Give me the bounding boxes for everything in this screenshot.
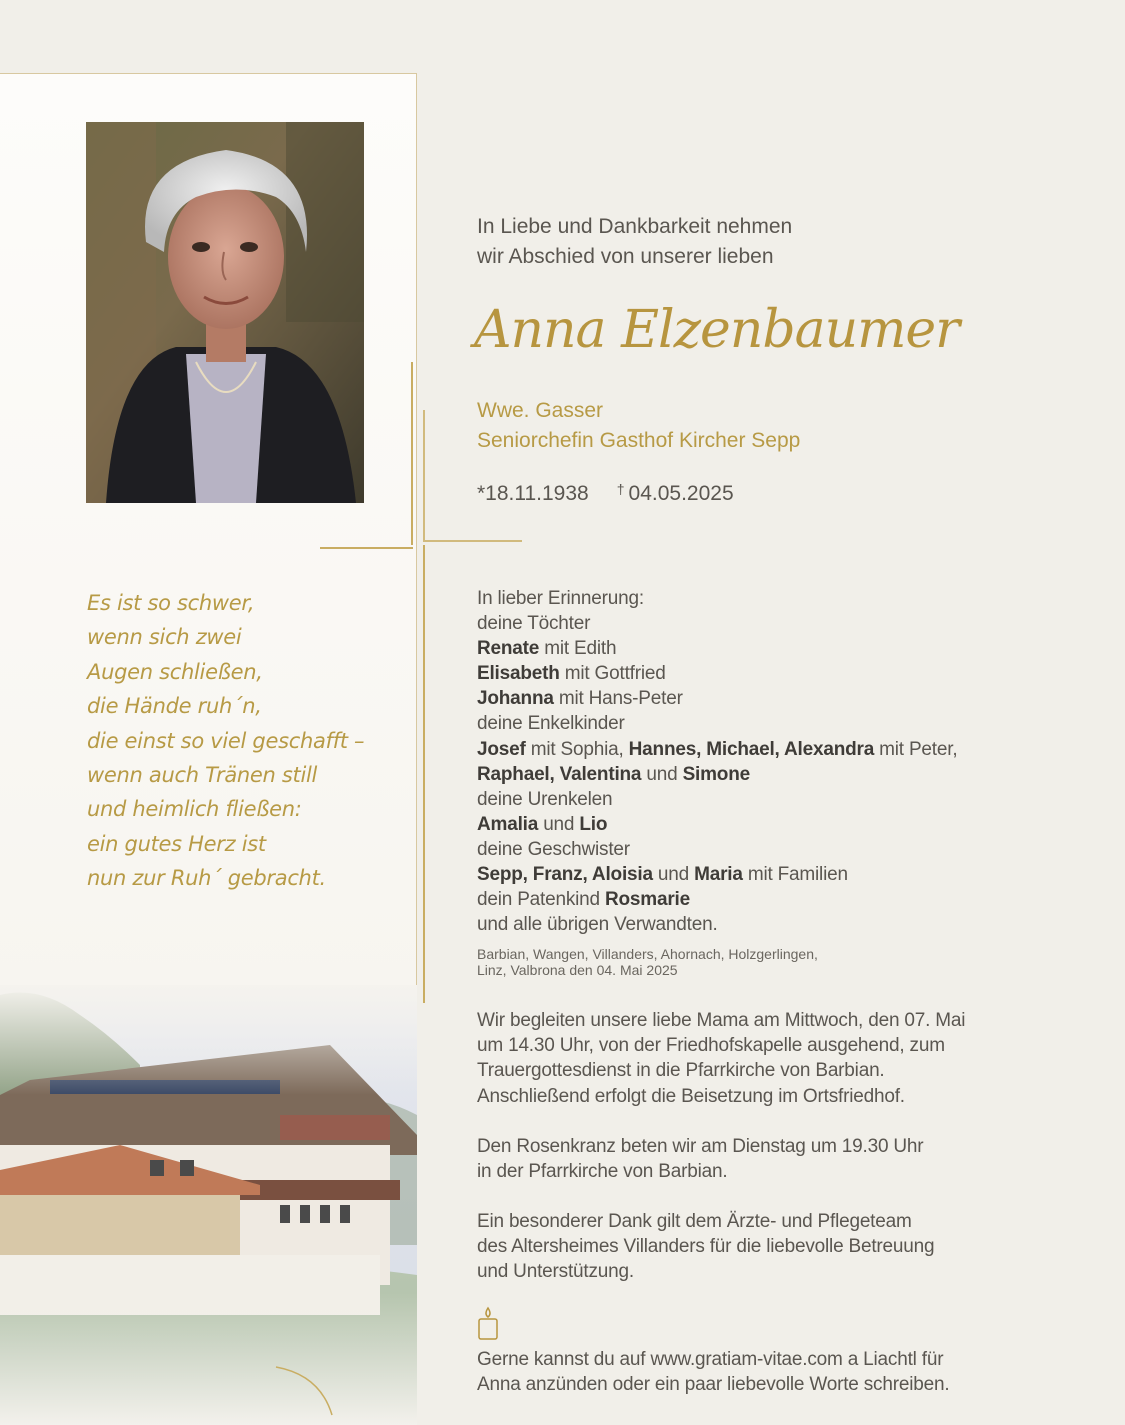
- intro-line: In Liebe und Dankbarkeit nehmen: [477, 215, 793, 238]
- rosary-line: in der Pfarrkirche von Barbian.: [477, 1161, 728, 1183]
- family-name: Sepp, Franz, Aloisia: [477, 864, 653, 886]
- cross-line-vertical: [423, 410, 425, 542]
- family-name: Renate: [477, 638, 540, 660]
- cross-symbol: †: [616, 481, 625, 497]
- intro-text: [477, 212, 792, 272]
- funeral-line: Trauergottesdienst in die Pfarrkirche von Barbian.: [477, 1060, 885, 1082]
- family-text: mit Sophia,: [525, 738, 629, 760]
- family-text: und: [641, 763, 683, 785]
- family-line: [477, 887, 1037, 912]
- places-date: [477, 946, 818, 978]
- family-name: Maria: [694, 864, 743, 886]
- gasthof-image: [0, 985, 417, 1425]
- intro-line: wir Abschied von unserer lieben: [477, 245, 774, 268]
- family-text: und: [538, 813, 580, 835]
- funeral-info: [477, 1008, 1037, 1109]
- family-text: mit Peter,: [874, 738, 958, 760]
- cross-line-horizontal: [425, 540, 522, 542]
- family-list: [477, 586, 1037, 937]
- deceased-subtitle: [477, 396, 800, 456]
- poem-line: die einst so viel geschafft –: [87, 728, 365, 753]
- places-line: Linz, Valbrona den 04. Mai 2025: [477, 962, 678, 978]
- family-line: [477, 737, 1037, 762]
- family-line: und alle übrigen Verwandten.: [477, 914, 718, 936]
- candle-info: [477, 1347, 1037, 1397]
- deceased-name: Anna Elzenbaumer: [474, 300, 960, 360]
- family-text: mit Gottfried: [559, 663, 666, 685]
- family-line: deine Urenkelen: [477, 788, 613, 810]
- poem-line: wenn auch Tränen still: [87, 763, 318, 788]
- portrait-photo: [86, 122, 364, 503]
- family-line: deine Enkelkinder: [477, 713, 625, 735]
- family-text: mit Hans-Peter: [553, 688, 683, 710]
- poem-line: und heimlich fließen:: [87, 797, 302, 822]
- family-name: Elisabeth: [477, 663, 560, 685]
- family-line: [477, 636, 1037, 661]
- family-text: mit Familien: [742, 864, 848, 886]
- family-name: Raphael, Valentina: [477, 763, 642, 785]
- death-date: 04.05.2025: [628, 482, 734, 505]
- family-name: Amalia: [477, 813, 539, 835]
- candle-line: Anna anzünden oder ein paar liebevolle Worte schreiben.: [477, 1374, 950, 1396]
- family-line: [477, 812, 1037, 837]
- poem-line: Es ist so schwer,: [87, 591, 255, 615]
- thanks-info: [477, 1209, 1037, 1285]
- poem-line: die Hände ruh´n,: [87, 694, 262, 719]
- funeral-line: Wir begleiten unsere liebe Mama am Mittwoch, den 07. Mai: [477, 1010, 966, 1031]
- family-line: [477, 661, 1037, 686]
- family-name: Hannes, Michael, Alexandra: [628, 738, 875, 760]
- funeral-line: um 14.30 Uhr, von der Friedhofskapelle ausgehend, zum: [477, 1035, 945, 1057]
- family-name: Josef: [477, 738, 526, 760]
- cross-line-vertical: [411, 362, 413, 545]
- family-name: Simone: [682, 763, 750, 785]
- rosary-line: Den Rosenkranz beten wir am Dienstag um 19.30 Uhr: [477, 1136, 924, 1157]
- family-text: dein Patenkind: [477, 889, 605, 911]
- family-text: mit Edith: [539, 638, 617, 660]
- family-line: [477, 686, 1037, 711]
- poem: [87, 586, 407, 896]
- funeral-line: Anschließend erfolgt die Beisetzung im Ortsfriedhof.: [477, 1085, 905, 1107]
- cross-line-vertical: [423, 545, 425, 1003]
- poem-line: ein gutes Herz ist: [87, 831, 266, 856]
- thanks-line: Ein besonderer Dank gilt dem Ärzte- und Pflegeteam: [477, 1211, 912, 1232]
- candle-icon: [477, 1306, 499, 1342]
- thanks-line: und Unterstützung.: [477, 1261, 634, 1283]
- family-line: [477, 762, 1037, 787]
- places-line: Barbian, Wangen, Villanders, Ahornach, Holzgerlingen,: [477, 946, 818, 962]
- subtitle-line: Wwe. Gasser: [477, 399, 604, 422]
- candle-line: Gerne kannst du auf www.gratiam-vitae.com a Liachtl für: [477, 1349, 944, 1370]
- cross-line-horizontal: [320, 547, 413, 549]
- poem-line: Augen schließen,: [87, 659, 263, 684]
- family-name: Lio: [579, 813, 608, 835]
- family-line: deine Töchter: [477, 613, 591, 635]
- birth-date: *18.11.1938: [477, 482, 589, 505]
- family-line: [477, 862, 1037, 887]
- family-text: und: [652, 864, 695, 886]
- thanks-line: des Altersheimes Villanders für die liebevolle Betreuung: [477, 1236, 935, 1258]
- poem-line: nun zur Ruh´ gebracht.: [87, 866, 326, 891]
- family-line: In lieber Erinnerung:: [477, 588, 644, 609]
- subtitle-line: Seniorchefin Gasthof Kircher Sepp: [477, 429, 801, 452]
- poem-line: wenn sich zwei: [87, 625, 242, 650]
- family-line: deine Geschwister: [477, 838, 630, 860]
- family-name: Johanna: [477, 688, 554, 710]
- life-dates: [477, 481, 734, 506]
- rosary-info: [477, 1134, 1037, 1184]
- family-name: Rosmarie: [605, 889, 690, 911]
